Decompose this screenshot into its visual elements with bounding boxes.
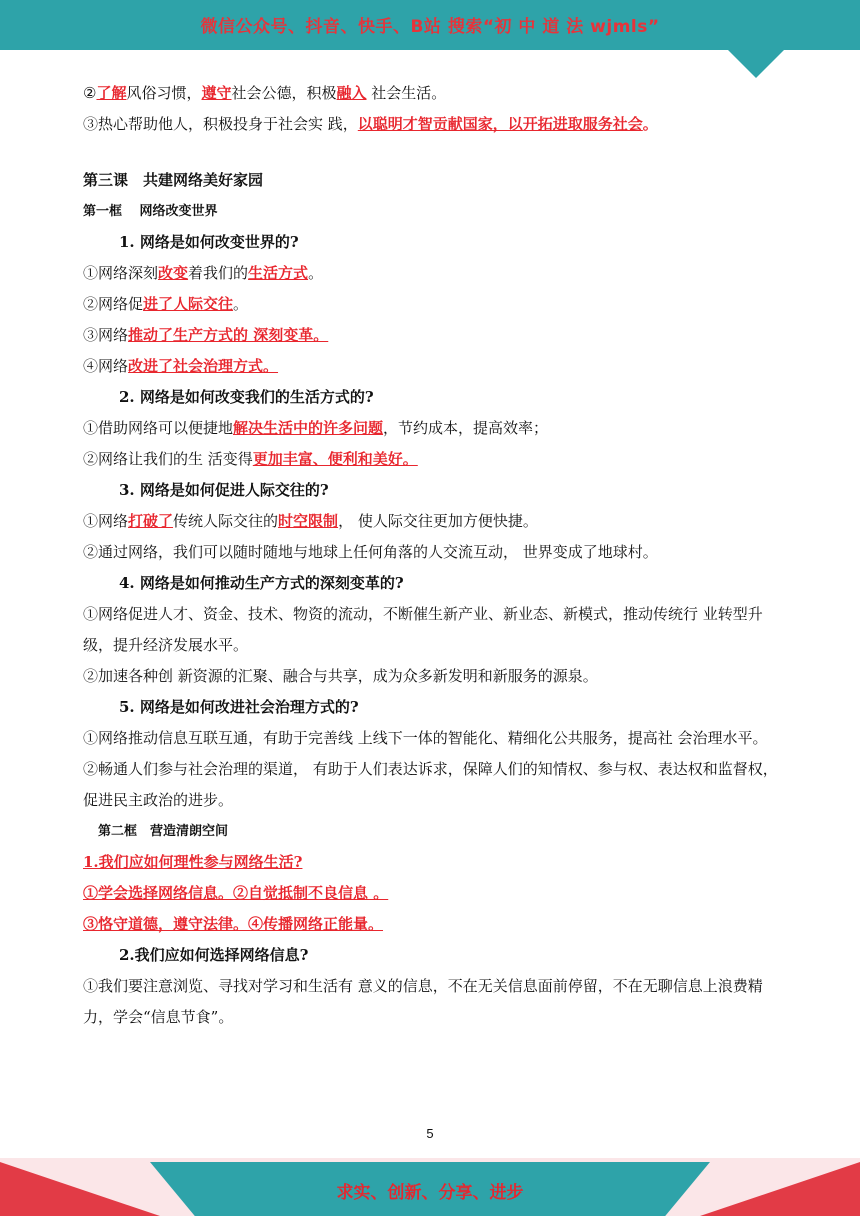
text: 。 xyxy=(308,264,324,282)
text: ， 使人际交往更加方便快捷。 xyxy=(338,512,538,530)
question-heading: 3. 网络是如何促进人际交往的? xyxy=(119,481,329,499)
highlight: 改进了社会治理方式。 xyxy=(128,357,279,375)
highlight: 推动了生产方式的 深刻变革。 xyxy=(128,326,329,344)
question-heading: 1.我们应如何理性参与网络生活? xyxy=(83,853,303,871)
highlight: 融入 xyxy=(336,84,367,102)
highlight: 解决生活中的许多问题 xyxy=(233,419,384,437)
answer-line xyxy=(83,506,783,537)
text: ，节约成本，提高效率； xyxy=(383,419,549,437)
page-number: 5 xyxy=(426,1126,434,1141)
highlight: 生活方式 xyxy=(248,264,309,282)
text: ④网络 xyxy=(83,357,129,375)
answer-paragraph: ①网络推动信息互联互通，有助于完善线 上线下一体的智能化、精细化公共服务，提高社 会治理水平。 xyxy=(83,729,768,747)
question-heading: 2.我们应如何选择网络信息? xyxy=(119,946,309,964)
answer-line xyxy=(83,258,783,289)
text: ①网络 xyxy=(83,512,129,530)
answer-line xyxy=(83,413,783,444)
answer-line: ②加速各种创 新资源的汇聚、融合与共享，成为众多新发明和新服务的源泉。 xyxy=(83,667,598,685)
answer-line: ①学会选择网络信息。②自觉抵制不良信息 。 xyxy=(83,884,389,902)
highlight: 改变 xyxy=(158,264,189,282)
question-heading: 2. 网络是如何改变我们的生活方式的? xyxy=(119,388,374,406)
question-heading: 1. 网络是如何改变世界的? xyxy=(119,233,299,251)
text: ②网络促 xyxy=(83,295,144,313)
text: ①借助网络可以便捷地 xyxy=(83,419,234,437)
text: 着我们的 xyxy=(188,264,249,282)
answer-line xyxy=(83,351,783,382)
text: ②网络让我们的生 活变得 xyxy=(83,450,253,468)
answer-line xyxy=(83,289,783,320)
text: 。 xyxy=(642,115,658,133)
text: 。 xyxy=(233,295,249,313)
highlight: 打破了 xyxy=(128,512,174,530)
text: 社会生活。 xyxy=(366,84,447,102)
answer-paragraph: ①网络促进人才、资金、技术、物资的流动，不断催生新产业、新业态、新模式，推动传统行 业转型升级，提升经济发展水平。 xyxy=(83,605,763,654)
paragraph xyxy=(83,78,783,109)
text: ③热心帮助他人，积极投身于社会实 践， xyxy=(83,115,358,133)
text: ①网络深刻 xyxy=(83,264,159,282)
answer-paragraph: ①我们要注意浏览、寻找对学习和生活有 意义的信息，不在无关信息面前停留，不在无聊信息上浪费精力，学会“信息节食”。 xyxy=(83,977,763,1026)
highlight: 以聪明才智贡献国家，以开拓进取服务社会 xyxy=(357,115,643,133)
header-text: 微信公众号、抖音、快手、B站 搜索“初 中 道 法 wjmls” xyxy=(200,17,660,37)
frame-title: 第二框 营造清朗空间 xyxy=(98,824,229,839)
lesson-title: 第三课 共建网络美好家园 xyxy=(83,171,264,189)
header-notch xyxy=(728,50,784,78)
text: ② xyxy=(83,84,97,102)
highlight: 时空限制 xyxy=(278,512,339,530)
frame-title: 第一框 网络改变世界 xyxy=(83,204,218,219)
highlight: 进了人际交往 xyxy=(143,295,234,313)
answer-line: ②通过网络，我们可以随时随地与地球上任何角落的人交流互动， 世界变成了地球村。 xyxy=(83,543,658,561)
question-heading: 5. 网络是如何改进社会治理方式的? xyxy=(119,698,359,716)
text: 传统人际交往的 xyxy=(173,512,279,530)
question-heading: 4. 网络是如何推动生产方式的深刻变革的? xyxy=(119,574,404,592)
highlight: 了解 xyxy=(96,84,127,102)
text: 社会公德，积极 xyxy=(231,84,337,102)
footer-slogan: 求实、创新、分享、进步 xyxy=(336,1183,524,1203)
highlight: 遵守 xyxy=(201,84,232,102)
highlight: 更加丰富、便利和美好。 xyxy=(252,450,418,468)
answer-line: ③恪守道德，遵守法律。④传播网络正能量。 xyxy=(83,915,384,933)
paragraph xyxy=(83,109,783,140)
answer-line xyxy=(83,320,783,351)
answer-paragraph: ②畅通人们参与社会治理的渠道， 有助于人们表达诉求，保障人们的知情权、参与权、表达权和监督权，促进民主政治的进步。 xyxy=(83,760,778,809)
text: ③网络 xyxy=(83,326,129,344)
text: 风俗习惯， xyxy=(126,84,202,102)
document-body xyxy=(83,78,783,1033)
answer-line xyxy=(83,444,783,475)
